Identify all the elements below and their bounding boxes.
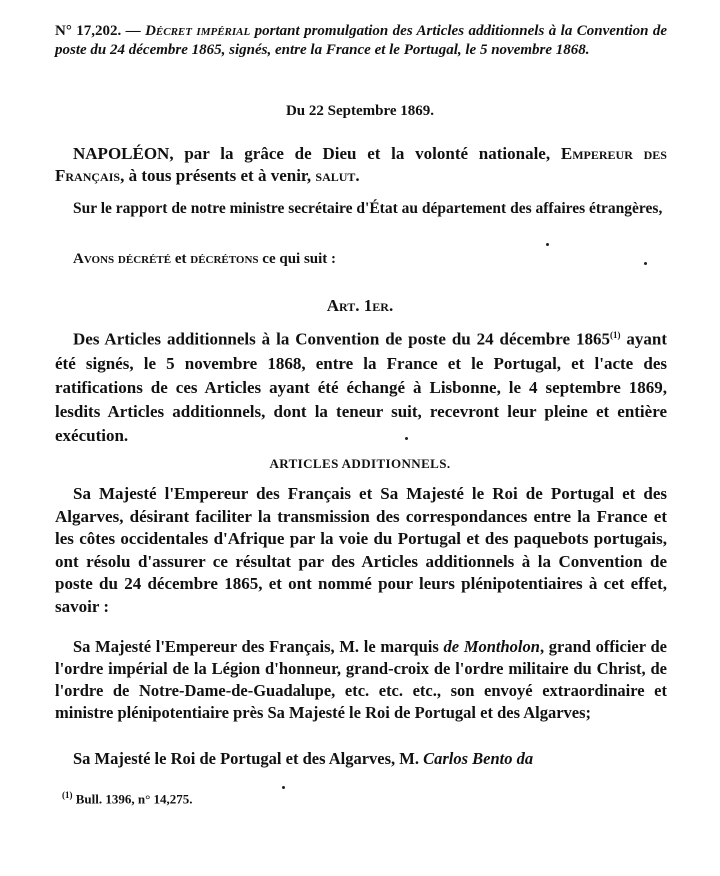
intro-empereur: Empereur des Français [55,144,667,185]
avons-mid: et [171,251,191,267]
decree-date: Du 22 Septembre 1869. [285,103,435,119]
print-speck [405,437,408,440]
intro-salut: salut [315,166,356,185]
majeste-3-before: Sa Majesté le Roi de Portugal et des Algarves, M. [73,749,424,768]
article-1-paragraph [55,323,667,448]
rapport-paragraph: Sur le rapport de notre ministre secrétaire d'État au département des affaires étrangères, [73,200,663,217]
decree-number: N° 17,202. — [55,23,146,39]
additional-articles-title: ARTICLES ADDITIONNELS. [269,456,451,471]
decree-header [55,22,667,60]
avons-decrete-line [73,251,667,268]
footnote-mark: (1) [62,790,73,800]
print-speck [644,262,647,265]
article-title: Art. 1er. [326,296,394,315]
avons-decrete: Avons décrété [73,251,172,267]
intro-end: . [355,166,360,185]
plenipotentiary-name-france: de Montholon [443,637,540,656]
intro-napoleon: NAPOLÉON, par la grâce de Dieu et la volonté nationale, [73,144,561,163]
majeste-2-after: , grand officier de l'ordre impérial de la Légion d'honneur, grand-croix de l'ordre militaire du Christ, de l'ordre de Notre-Dame-de-Guadalupe, etc. etc. etc., son envoyé extraordinaire et ministre plénipotentiaire près Sa Majesté le Roi de Portugal et des Algarves; [55,637,667,722]
decretons: décrétons [190,251,259,267]
decree-title: portant promulgation des Articles additionnels à la Convention de poste du 24 décembre 1865, signés, entre la France et le Portugal, le 5 novembre 1868. [55,23,667,58]
print-speck [282,786,285,789]
footnote-text: Bull. 1396, n° 14,275. [72,791,193,807]
intro-rest: , à tous présents et à venir, [120,166,316,185]
plenipotentiary-name-portugal: Carlos Bento da [423,749,534,768]
print-speck [546,243,549,246]
majeste-paragraph-1: Sa Majesté l'Empereur des Français et Sa Majesté le Roi de Portugal et des Algarves, désirant faciliter la transmission des correspondances entre la France et les côtes occidentales d'Afrique par la voie du Portugal et des paquebots portugais, ont résolu d'assurer ce résultat par des Articles additionnels à la Convention de poste du 24 décembre 1865, et ont nommé pour leurs plénipotentiaires à cet effet, savoir : [55,484,667,616]
footnote [62,790,193,807]
article-1-before: Des Articles additionnels à la Convention de poste du 24 décembre 1865 [73,329,610,349]
majeste-paragraph-2 [55,636,667,724]
article-1-after: ayant été signés, le 5 novembre 1868, entre la France et le Portugal, et l'acte des ratifications de ces Articles ayant été échangé à Lisbonne, le 4 septembre 1869, lesdits Articles additionnels, dont la teneur suit, recevront leur pleine et entière exécution. [55,329,667,445]
decree-type: Décret impérial [145,23,251,39]
avons-end: ce qui suit : [258,251,337,267]
majeste-paragraph-3 [55,748,667,770]
intro-paragraph [55,143,667,187]
footnote-ref: (1) [609,330,621,340]
majeste-2-before: Sa Majesté l'Empereur des Français, M. le marquis [73,637,444,656]
